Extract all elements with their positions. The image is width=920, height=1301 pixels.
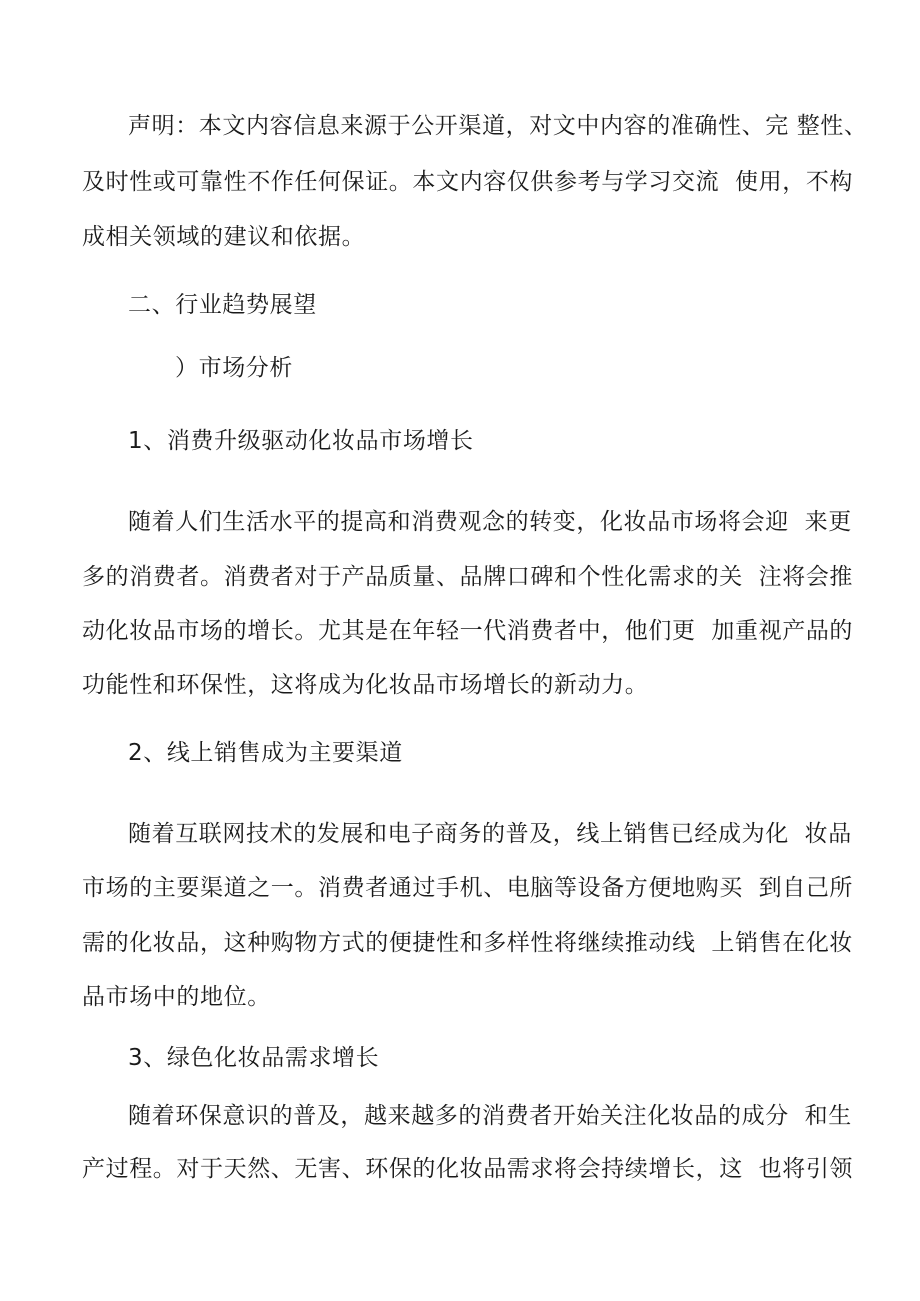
item-3-line-2: 产过程。对于天然、无害、环保的化妆品需求将会持续增长，这 也将引领 <box>82 1156 854 1182</box>
item-1-line-1: 随着人们生活水平的提高和消费观念的转变，化妆品市场将会迎 来更 <box>128 509 852 535</box>
item-2-line-4: 品市场中的地位。 <box>82 984 271 1010</box>
item-2-line-3: 需的化妆品，这种购物方式的便捷性和多样性将继续推动线 上销售在化妆 <box>82 930 854 956</box>
item-2-line-2: 市场的主要渠道之一。消费者通过手机、电脑等设备方便地购买 到自己所 <box>82 875 854 901</box>
item-heading-2: 2、线上销售成为主要渠道 <box>128 740 403 766</box>
section-heading: 二、行业趋势展望 <box>128 292 317 318</box>
item-3-line-1: 随着环保意识的普及，越来越多的消费者开始关注化妆品的成分 和生 <box>128 1103 852 1129</box>
item-2-line-1: 随着互联网技术的发展和电子商务的普及，线上销售已经成为化 妆品 <box>128 821 852 847</box>
item-1-line-3: 动化妆品市场的增长。尤其是在年轻一代消费者中，他们更 加重视产品的 <box>82 618 854 644</box>
item-1-line-2: 多的消费者。消费者对于产品质量、品牌口碑和个性化需求的关 注将会推 <box>82 564 854 590</box>
subsection-heading: ）市场分析 <box>175 355 293 381</box>
item-1-line-4: 功能性和环保性，这将成为化妆品市场增长的新动力。 <box>82 672 649 698</box>
disclaimer-line-1: 声明：本文内容信息来源于公开渠道，对文中内容的准确性、完 整性、 <box>128 113 868 139</box>
disclaimer-line-3: 成相关领域的建议和依据。 <box>82 224 366 250</box>
item-heading-3: 3、绿色化妆品需求增长 <box>128 1045 380 1071</box>
disclaimer-line-2: 及时性或可靠性不作任何保证。本文内容仅供参考与学习交流 使用，不构 <box>82 169 854 195</box>
item-heading-1: 1、消费升级驱动化妆品市场增长 <box>128 428 474 454</box>
